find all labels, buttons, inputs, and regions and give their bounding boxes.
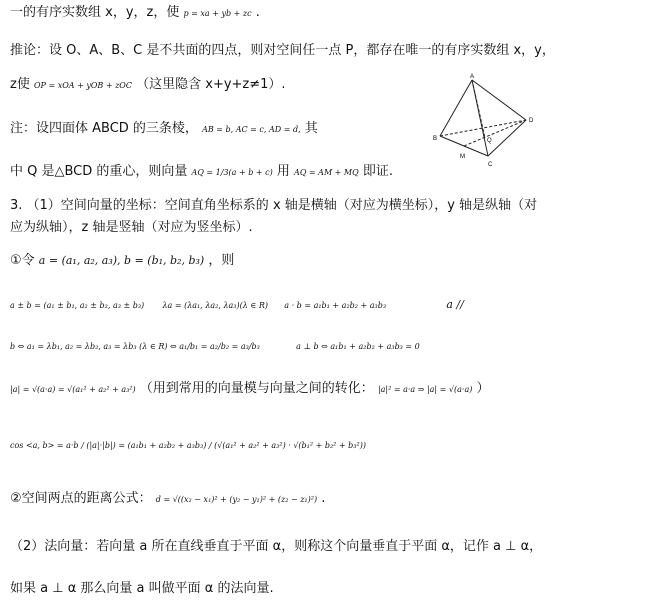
text-line-8: [10, 252, 234, 270]
text-line-4: [10, 120, 318, 139]
line6-text: 3. （1）空间向量的坐标：空间直角坐标系的 x 轴是横轴（对应为横坐标），y 轴是纵轴（对: [10, 198, 538, 213]
line11-formula-2: |a|² = a·a ⇒ |a| = √(a·a): [377, 385, 473, 394]
label-q: Q: [487, 138, 492, 144]
label-d: D: [529, 118, 534, 124]
line4-prefix: 注：设四面体 ABCD 的三条棱，: [10, 121, 198, 136]
line10-formula-1: b ⇔ a₁ = λb₁, a₂ = λb₂, a₃ = λb₃ (λ ∈ R) ⇔ a₁/b₁ = a₂/b₂ = a₃/b₃: [10, 342, 260, 351]
line5-formula2: AQ = AM + MQ: [294, 168, 359, 177]
line13-suffix: .: [321, 491, 326, 506]
line1-formula: p = xa + yb + zc: [183, 9, 252, 18]
line4-suffix: 其: [304, 121, 318, 136]
line9-formula-1: a ± b = (a₁ ± b₁, a₂ ± b₂, a₃ ± b₃): [10, 301, 145, 310]
text-line-14: [10, 538, 542, 556]
line15-text: 如果 a ⊥ α 那么向量 a 叫做平面 α 的法向量.: [10, 581, 274, 596]
line3-formula: OP = xOA + yOB + zOC: [33, 81, 132, 90]
line1-text: 一的有序实数组 x，y，z，使: [10, 5, 180, 20]
label-a: A: [470, 74, 475, 80]
text-line-1: 一的有序实数组 x，y，z，使 p = xa + yb + zc .: [10, 5, 260, 20]
line5-mid: 用: [276, 164, 290, 179]
line8-suffix: ，则: [208, 253, 235, 268]
line4-formula: AB = b, AC = c, AD = d,: [202, 125, 301, 134]
line3-prefix: z使: [10, 77, 30, 92]
text-line-5: [10, 163, 393, 182]
line10-formula-2: a ⊥ b ⇔ a₁b₁ + a₂b₂ + a₃b₃ = 0: [296, 342, 420, 351]
line14-text: （2）法向量：若向量 a 所在直线垂直于平面 α，则称这个向量垂直于平面 α，记作 a ⊥ α，: [10, 539, 543, 554]
text-line-3: [10, 76, 286, 95]
label-b: B: [433, 136, 438, 142]
label-c: C: [488, 162, 493, 168]
text-line-6: [10, 197, 537, 215]
line9-formula-2: λa = (λa₁, λa₂, λa₃)(λ ∈ R): [162, 301, 268, 310]
line2-text: 推论：设 O、A、B、C 是不共面的四点，则对空间任一点 P，都存在唯一的有序实数组 x，y，: [10, 43, 555, 58]
line8-prefix: ①令: [10, 253, 35, 268]
line8-formula: a = (a₁, a₂, a₃), b = (b₁, b₂, b₃): [38, 254, 205, 267]
line5-suffix: 即证.: [362, 164, 393, 179]
text-line-2: [10, 42, 555, 60]
line11-note: （用到常用的向量模与向量之间的转化：: [139, 381, 374, 396]
line5-prefix: 中 Q 是△BCD 的重心，则向量: [10, 164, 188, 179]
line13-prefix: ②空间两点的距离公式：: [10, 491, 152, 506]
text-line-15: [10, 580, 274, 598]
line11-formula: |a| = √(a·a) = √(a₁² + a₂² + a₃²): [10, 385, 136, 394]
line9-formula-3: a · b = a₁b₁ + a₂b₂ + a₃b₃: [284, 301, 387, 310]
text-line-13: [10, 490, 325, 509]
text-line-10: [10, 337, 420, 356]
line11-close: ）: [476, 381, 490, 396]
line7-text: 应为纵轴），z 轴是竖轴（对应为竖坐标）.: [10, 220, 253, 235]
tetrahedron-figure: [430, 72, 545, 172]
line9-formula-4: a //: [446, 298, 464, 311]
line13-formula: d = √((x₂ − x₁)² + (y₂ − y₁)² + (z₂ − z₁)²): [155, 495, 318, 504]
line5-formula: AQ = 1/3(a + b + c): [191, 168, 273, 177]
line3-note: （这里隐含 x+y+z≠1）.: [136, 77, 286, 92]
text-line-7: [10, 219, 253, 237]
label-m: M: [460, 154, 465, 160]
line12-formula: cos <a, b> = a·b / (|a|·|b|) = (a₁b₁ + a₂b₂ + a₃b₃) / (√(a₁² + a₂² + a₃²) · √(b₁² + b₂² + b₃²)): [10, 441, 366, 450]
text-line-11: [10, 380, 490, 399]
text-line-12: [10, 436, 366, 455]
text-line-9: [10, 296, 464, 315]
